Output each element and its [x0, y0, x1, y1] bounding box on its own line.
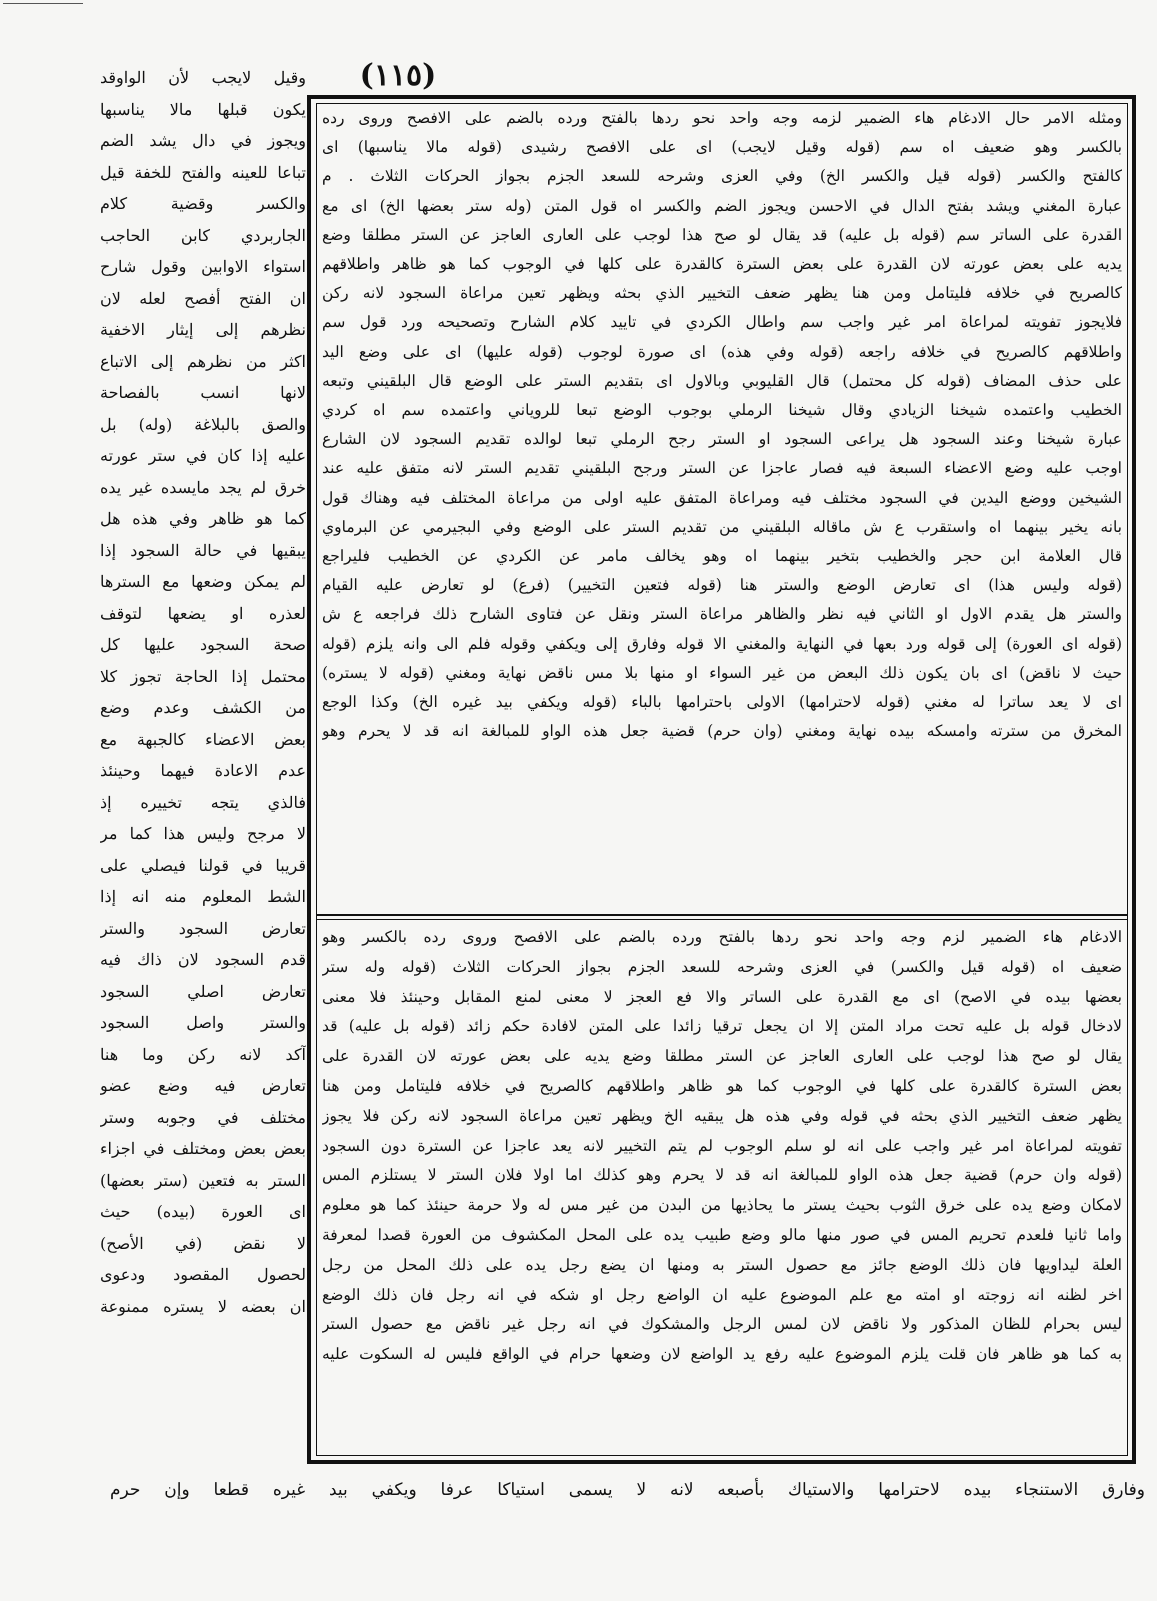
lower-commentary-line: لادخال قوله بل عليه تحت مراد المتن إلا ان يجعل ترقيا زائدا على المتن لافادة حكم زائد (قوله بل عليه) قد	[322, 1017, 1122, 1036]
upper-commentary-line: عبارة المغني ويشد بفتح الدال في الاحسن ويجوز الضم والكسر اه قول المتن (وله ستر بعضها الخ) اى مع	[322, 196, 1122, 215]
margin-text-line: تعارض السجود والستر	[100, 918, 306, 938]
upper-commentary-line: كالفتح والكسر (قوله قيل والكسر الخ) وفي العزى وشرحه للسعد الجزم بجواز الحركات الثلاث . م	[322, 167, 1122, 186]
margin-text-line: الستر به فتعين (ستر بعضها)	[100, 1170, 306, 1190]
footer-text	[110, 1474, 1145, 1506]
upper-commentary-line: الشيخين ووضع اليدين في السجود مختلف فيه ومراعاة المتفق عليه اولى من مراعاة المختلف فيه وهناك قول	[322, 488, 1122, 507]
lower-commentary-line: تفويته لمراعاة امر غير واجب على انه لو سلم الوجوب لم يتم التخيير لانه يعد عاجزا عن السترة دون السجود	[322, 1136, 1122, 1155]
margin-text-line: والستر واصل السجود	[100, 1013, 306, 1032]
margin-text-line: استواء الاوابين وقول شارح	[100, 257, 306, 276]
margin-text-line: ويجوز في دال يشد الضم	[100, 131, 306, 150]
upper-commentary-line: (قوله اى العورة) إلى قوله ورد بعها في النهاية والمغني الا قوله وفارق إلى ويكفي وقوله فلم الى وانه يلزم (قوله	[322, 634, 1122, 653]
upper-commentary-line: يديه على بعض عورته لان القدرة على بعض السترة كالقدرة على كلها في الوجوب كما هو ظاهر واطلاقهم	[322, 255, 1122, 274]
margin-text-line: مختلف في وجوبه وستر	[100, 1107, 306, 1127]
footer-text-line: وفارق الاستنجاء بيده لاحترامها والاستياك بأصبعه لانه لا يسمى استياكا عرفا ويكفي بيد غيره قطعا وإن حرم	[110, 1480, 1145, 1500]
margin-text-line: بعض الاعضاء كالجبهة مع	[100, 729, 306, 749]
lower-commentary-line: يظهر ضعف التخيير الذي بحثه في قوله وفي هذه هل يبقيه الخ ويظهر تعين مراعاة السجود لانه ركن فلا يجوز	[322, 1106, 1122, 1125]
margin-text-line: اكثر من نظرهم إلى الاتباع	[100, 351, 306, 371]
margin-text-line: لحصول المقصود ودعوى	[100, 1265, 306, 1284]
lower-commentary-line: العلة ليداويها فان ذلك الوضع جائز مع حصول الستر به ومنها ان يضع رجل يده على ذلك المحل من رجل	[322, 1255, 1122, 1274]
margin-text-line: لا نقض (في الأصح)	[100, 1233, 306, 1253]
upper-commentary-line: بانه يخير بينهما اه واستقرب ع ش ماقاله البلقيني من تقديم الستر على الوضع وفي البجيرمي عن البرماوي	[322, 517, 1122, 536]
upper-commentary-line: عبارة شيخنا وعند السجود هل يراعى السجود او الستر رجح الرملي تبعا لوالده تقديم السجود لان الشارع	[322, 430, 1122, 449]
margin-text-line: الشط المعلوم منه انه إذا	[100, 887, 306, 906]
margin-text-line: كما هو ظاهر وفي هذه هل	[100, 509, 306, 528]
page-number: (١١٥)	[359, 58, 437, 93]
margin-text-line: والصق بالبلاغة (وله) بل	[100, 414, 306, 434]
upper-commentary-line: الخطيب واعتمده شيخنا الزيادي وقال شيخنا الرملي بوجوب الوضع تبعا للروياني واعتمده سم اه كردي	[322, 401, 1122, 420]
lower-commentary-line: لامكان وضع يده على خرق الثوب بحيث يستر ما يحاذيها من البدن من غير مس له ولا حرمة حينئذ كما هو معلوم	[322, 1196, 1122, 1215]
upper-commentary-line: قال العلامة ابن حجر والخطيب بتخير بينهما اه وهو يخالف مامر عن الكردي عن الخطيب فليراجع	[322, 547, 1122, 566]
upper-commentary-line: المخرق من سترته وامسكه بيده نهاية ومغني (وان حرم) قضية جعل هذه الواو للمبالغة انه قد لا يحرم وهو	[322, 722, 1122, 741]
top-edge-rule	[3, 3, 83, 4]
margin-text-line: محتمل إذا الحاجة تجوز كلا	[100, 666, 306, 686]
upper-commentary-line: فلايجوز تفويته لمراعاة امر غير واجب سم واطال الكردي في تاييد كلام الشارح وتصحيحه ورد قول سم	[322, 313, 1122, 332]
upper-commentary-line: (قوله وليس هذا) اى تعارض الوضع والستر هنا (قوله فتعين التخيير) (فرع) لو تعارض عليه القيام	[322, 576, 1122, 595]
commentary-divider-thin	[316, 919, 1128, 920]
upper-commentary-line: على حذف المضاف (قوله كل محتمل) قال القليوبي وبالاول اى بتقديم الستر على الوضع قال البلقيني وتبعه	[322, 371, 1122, 390]
lower-commentary-line: واما ثانيا فلعدم تحريم المس في صور منها مالو وضع طبيب يده على المحل المكشوف من العورة قصدا لمعرفة	[322, 1225, 1122, 1244]
upper-commentary-line: اى لا يعد ساترا له مغني (قوله لاحترامها) الاولى باحترامها بالباء (قوله ويكفي بيد غيره الخ) وكذا الوجع	[322, 693, 1122, 712]
lower-commentary-line: بعض السترة كالقدرة على كلها في الوجوب كما هو ظاهر واطلاقهم كالصريح في خلافه فليتامل ومن هنا	[322, 1076, 1122, 1095]
upper-commentary-line: اوجب عليه وضع الاعضاء السبعة فيه فصار عاجزا عن الستر ورجح البلقيني تقديم الستر لانه متفق عليه عند	[322, 459, 1122, 478]
margin-text-line: صحة السجود عليها كل	[100, 635, 306, 654]
margin-text-line: الجاربردي كابن الحاجب	[100, 225, 306, 245]
margin-text-line: يبقيها في حالة السجود إذا	[100, 540, 306, 560]
margin-text-line: ان الفتح أفصح لعله لان	[100, 288, 306, 308]
lower-commentary-line: الادغام هاء الضمير لزم وجه واحد نحو ردها بالفتح ورده بالضم على الافصح وروى رده بالكسر وهو	[322, 928, 1122, 946]
commentary-divider	[316, 914, 1128, 916]
margin-text-line: من الكشف وعدم وضع	[100, 698, 306, 717]
margin-text-line: عدم الاعادة فيهما وحينئذ	[100, 761, 306, 780]
upper-commentary-line: والستر هل يقدم الاول او الثاني فيه نظر والظاهر مراعاة الستر ونقل عن فتاوى الشارح ذلك فراجعه ع ش	[322, 605, 1122, 624]
lower-commentary-line: (قوله وان حرم) قضية جعل هذه الواو للمبالغة انه قد لا يحرم وهو كذلك اما اولا فلان الستر لا يستلزم المس	[322, 1166, 1122, 1185]
lower-commentary-block	[322, 923, 1122, 1370]
upper-commentary-line: بالكسر وهو ضعيف اه سم (قوله وقيل لايجب) اى على الافصح رشيدى (قوله مالا يناسبها) اى	[322, 138, 1122, 157]
upper-commentary-block	[322, 104, 1122, 746]
margin-text-line: لانها انسب بالفصاحة	[100, 383, 306, 402]
margin-text-line: لم يمكن وضعها مع السترها	[100, 572, 306, 591]
margin-text-line: تعارض اصلي السجود	[100, 981, 306, 1001]
lower-commentary-line: ليس بحرام للظان المذكور ولا ناقض لان لمس الرجل والمشكوك في انه رجل غير ناقض مع حصول الستر	[322, 1315, 1122, 1334]
margin-text-line: ان بعضه لا يستره ممنوعة	[100, 1296, 306, 1316]
margin-text-line: تباعا للعينه والفتح للخفة قيل	[100, 162, 306, 182]
margin-text-line: لا مرجح وليس هذا كما مر	[100, 824, 306, 843]
lower-commentary-line: بعضها بيده في الاصح) اى مع القدرة على الساتر والا فع العجز لا معنى لمنع المقابل وحينئذ فلا معنى	[322, 987, 1122, 1006]
margin-text-line: يكون قبلها مالا يناسبها	[100, 99, 306, 119]
lower-commentary-line: ضعيف اه (قوله قيل والكسر) في العزى وشرحه للسعد الجزم بجواز الحركات الثلاث (قوله وله ستر	[322, 957, 1122, 976]
lower-commentary-line: يقال لو صح هذا لوجب على العارى العاجز عن الستر مطلقا وضع يديه على بعض عورته لان القدرة على	[322, 1047, 1122, 1066]
upper-commentary-line: واطلاقهم كالصريح في خلافه راجعه (قوله وفي هذه) اى صورة لوجوب (قوله عليها) اى على وضع اليد	[322, 342, 1122, 361]
margin-text-line: فالذي يتجه تخييره إذ	[100, 792, 306, 812]
margin-text-column	[100, 62, 306, 1322]
margin-text-line: عليه إذا كان في ستر عورته	[100, 446, 306, 465]
margin-text-line: قريبا في قولنا فيصلي على	[100, 855, 306, 875]
lower-commentary-line: اخر لظنه انه زوجته او امته مع علم الموضوع عليه ان الواضع رجل او شكه في انه رجل فان ذلك الوضع	[322, 1285, 1122, 1304]
margin-text-line: وقيل لايجب لأن الواوقد	[100, 68, 306, 87]
margin-text-line: نظرهم إلى إيثار الاخفية	[100, 320, 306, 339]
margin-text-line: آكد لانه ركن وما هنا	[100, 1044, 306, 1064]
margin-text-line: لعذره او يضعها لتوقف	[100, 603, 306, 623]
margin-text-line: تعارض فيه وضع عضو	[100, 1076, 306, 1095]
margin-text-line: اى العورة (بيده) حيث	[100, 1202, 306, 1221]
upper-commentary-line: حيث لا ناقض) اى بان يكون ذلك البعض من غير السواء او منها بلا مس ناقض نهاية ومغني (قوله لا يستره)	[322, 663, 1122, 682]
upper-commentary-line: ومثله الامر حال الادغام هاء الضمير لزمه وجه واحد نحو ردها بالفتح ورده بالضم على الافصح وروى رده	[322, 109, 1122, 127]
upper-commentary-line: كالصريح في خلافه فليتامل ومن هنا يظهر ضعف التخيير الذي بحثه ويظهر تعين مراعاة السجود لانه ركن	[322, 284, 1122, 303]
margin-text-line: والكسر وقضية كلام	[100, 194, 306, 213]
margin-text-line: بعض بعض ومختلف في اجزاء	[100, 1139, 306, 1158]
margin-text-line: قدم السجود لان ذاك فيه	[100, 950, 306, 969]
upper-commentary-line: القدرة على الساتر سم (قوله بل عليه) قد يقال لو صح هذا لوجب على العارى العاجز عن الستر مطلقا وضع	[322, 225, 1122, 244]
margin-text-line: خرق لم يجد مايسده غير يده	[100, 477, 306, 497]
lower-commentary-line: به كما هو ظاهر فان قلت يلزم الموضوع عليه رفع يد الواضع لان وضعها حرام في الواقع فليس له السكوت عليه	[322, 1345, 1122, 1364]
